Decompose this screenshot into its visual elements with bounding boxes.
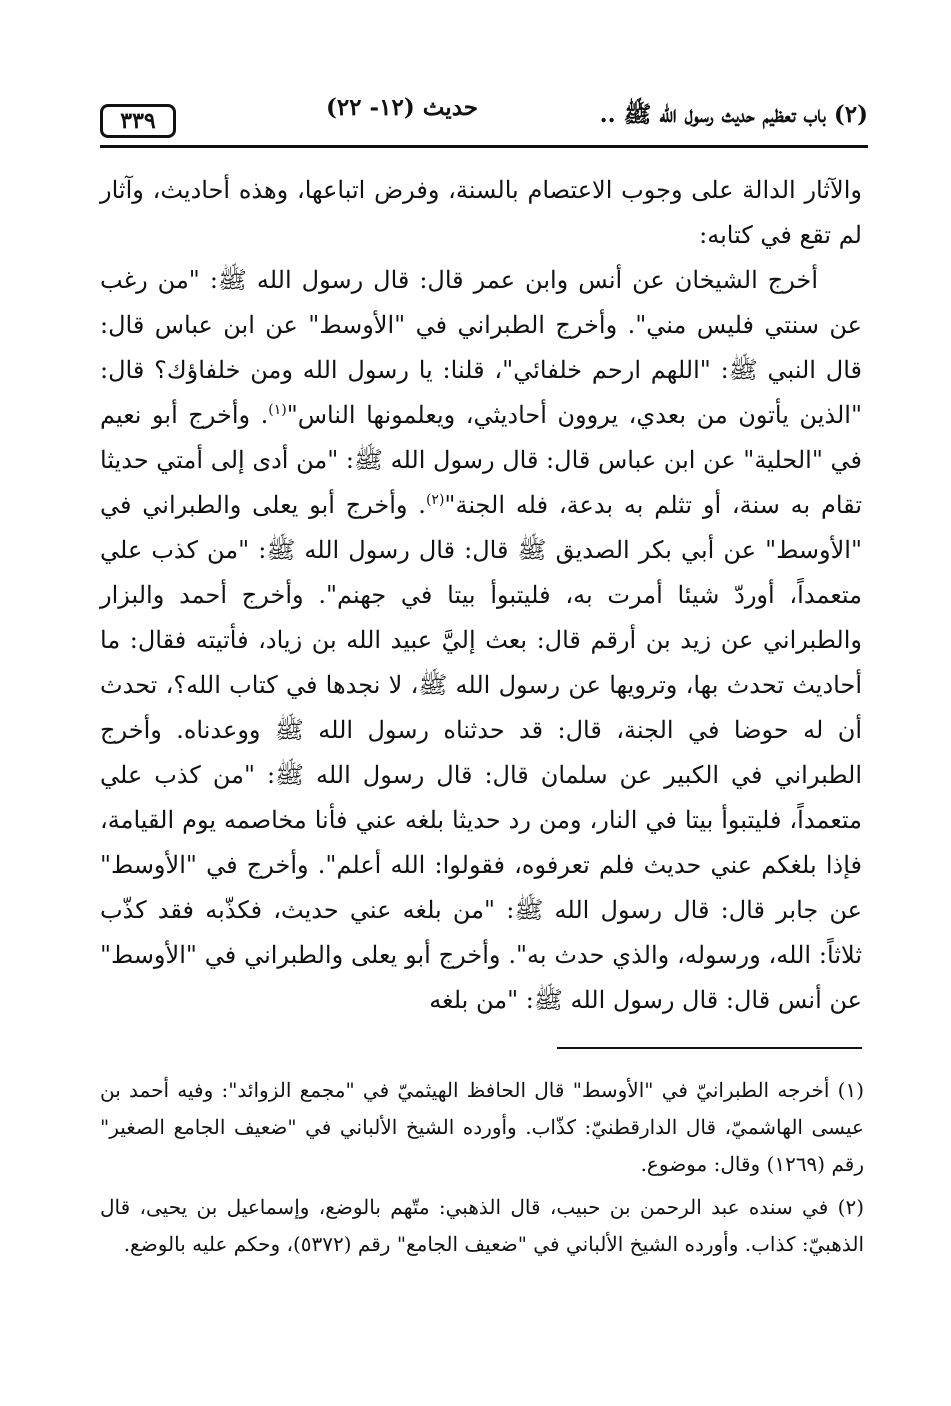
chapter-title: (٢) باب تعظيم حديث رسول الله ﷺ .. bbox=[599, 101, 868, 128]
footnotes bbox=[100, 1072, 864, 1269]
header-divider bbox=[100, 145, 868, 148]
page-number bbox=[100, 104, 176, 138]
footnote-marker-2[interactable]: (٢) bbox=[425, 492, 445, 508]
footnote-1: (١) أخرجه الطبرانيّ في "الأوسط" قال الحافظ الهيثميّ في "مجمع الزوائد": وفيه أحمد بن عيسى الهاشميّ، قال الدارقطنيّ: كذّاب. وأورده الشيخ الألباني في "ضعيف الجامع الصغير" رقم (١٢٦٩) وقال: موضوع. bbox=[100, 1078, 864, 1176]
footnote-divider bbox=[557, 1047, 862, 1049]
main-text bbox=[100, 168, 862, 1023]
footnote-2: (٢) في سنده عبد الرحمن بن حبيب، قال الذهبي: متّهم بالوضع، وإسماعيل بن يحيى، قال الذهبيّ: كذاب. وأورده الشيخ الألباني في "ضعيف الجامع" رقم (٥٣٧٢)، وحكم عليه بالوضع. bbox=[100, 1195, 864, 1256]
paragraph-hadiths bbox=[100, 258, 862, 1023]
hadith-range-label: حديث (١٢- ٢٢) bbox=[325, 94, 478, 121]
paragraph-segment: . وأخرج أبو يعلى والطبراني في "الأوسط" عن أبي بكر الصديق ﷺ قال: قال رسول الله ﷺ: "من كذب علي متعمداً، أوردّ شيئا أمرت به، فليتبوأ بيتا في جهنم". وأخرج أحمد والبزار والطبراني عن زيد بن أرقم قال: بعث إليَّ عبيد الله بن زياد، فأتيته فقال: ما أحاديث تحدث بها، وترويها عن رسول الله ﷺ، لا نجدها في كتاب الله؟، تحدث أن له حوضا في الجنة، قال: قد حدثناه رسول الله ﷺ ووعدناه. وأخرج الطبراني في الكبير عن سلمان قال: قال رسول الله ﷺ: "من كذب علي متعمداً، فليتبوأ بيتا في النار، ومن رد حديثا بلغه عني فأنا مخاصمه يوم القيامة، فإذا بلغكم عني حديث فلم تعرفوه، فقولوا: الله أعلم". وأخرج في "الأوسط" عن جابر قال: قال رسول الله ﷺ: "من بلغه عني حديث، فكذّبه فقد كذّب ثلاثاً: الله، ورسوله، والذي حدث به". وأخرج أبو يعلى والطبراني في "الأوسط" عن أنس قال: قال رسول الله ﷺ: "من بلغه bbox=[100, 491, 863, 1014]
paragraph-segment: . وأخرج أبو نعيم في "الحلية" عن ابن عباس قال: قال رسول الله ﷺ: "من أدى إلى أمتي حديثا تقام به سنة، أو تثلم به بدعة، فله الجنة" bbox=[100, 401, 863, 519]
paragraph-intro: والآثار الدالة على وجوب الاعتصام بالسنة، وفرض اتباعها، وهذه أحاديث، وآثار لم تقع في كتابه: bbox=[100, 176, 862, 249]
footnote-marker-1[interactable]: (١) bbox=[268, 402, 287, 418]
paragraph-segment: أخرج الشيخان عن أنس وابن عمر قال: قال رسول الله ﷺ: "من رغب عن سنتي فليس مني". وأخرج الطبراني في "الأوسط" عن ابن عباس قال: قال النبي ﷺ: "اللهم ارحم خلفائي"، قلنا: يا رسول الله ومن خلفاؤك؟ قال: "الذين يأتون من بعدي، يروون أحاديثي، ويعلمونها الناس" bbox=[100, 266, 862, 429]
running-header bbox=[100, 88, 868, 150]
page-number-text: ٣٣٩ bbox=[120, 108, 156, 134]
